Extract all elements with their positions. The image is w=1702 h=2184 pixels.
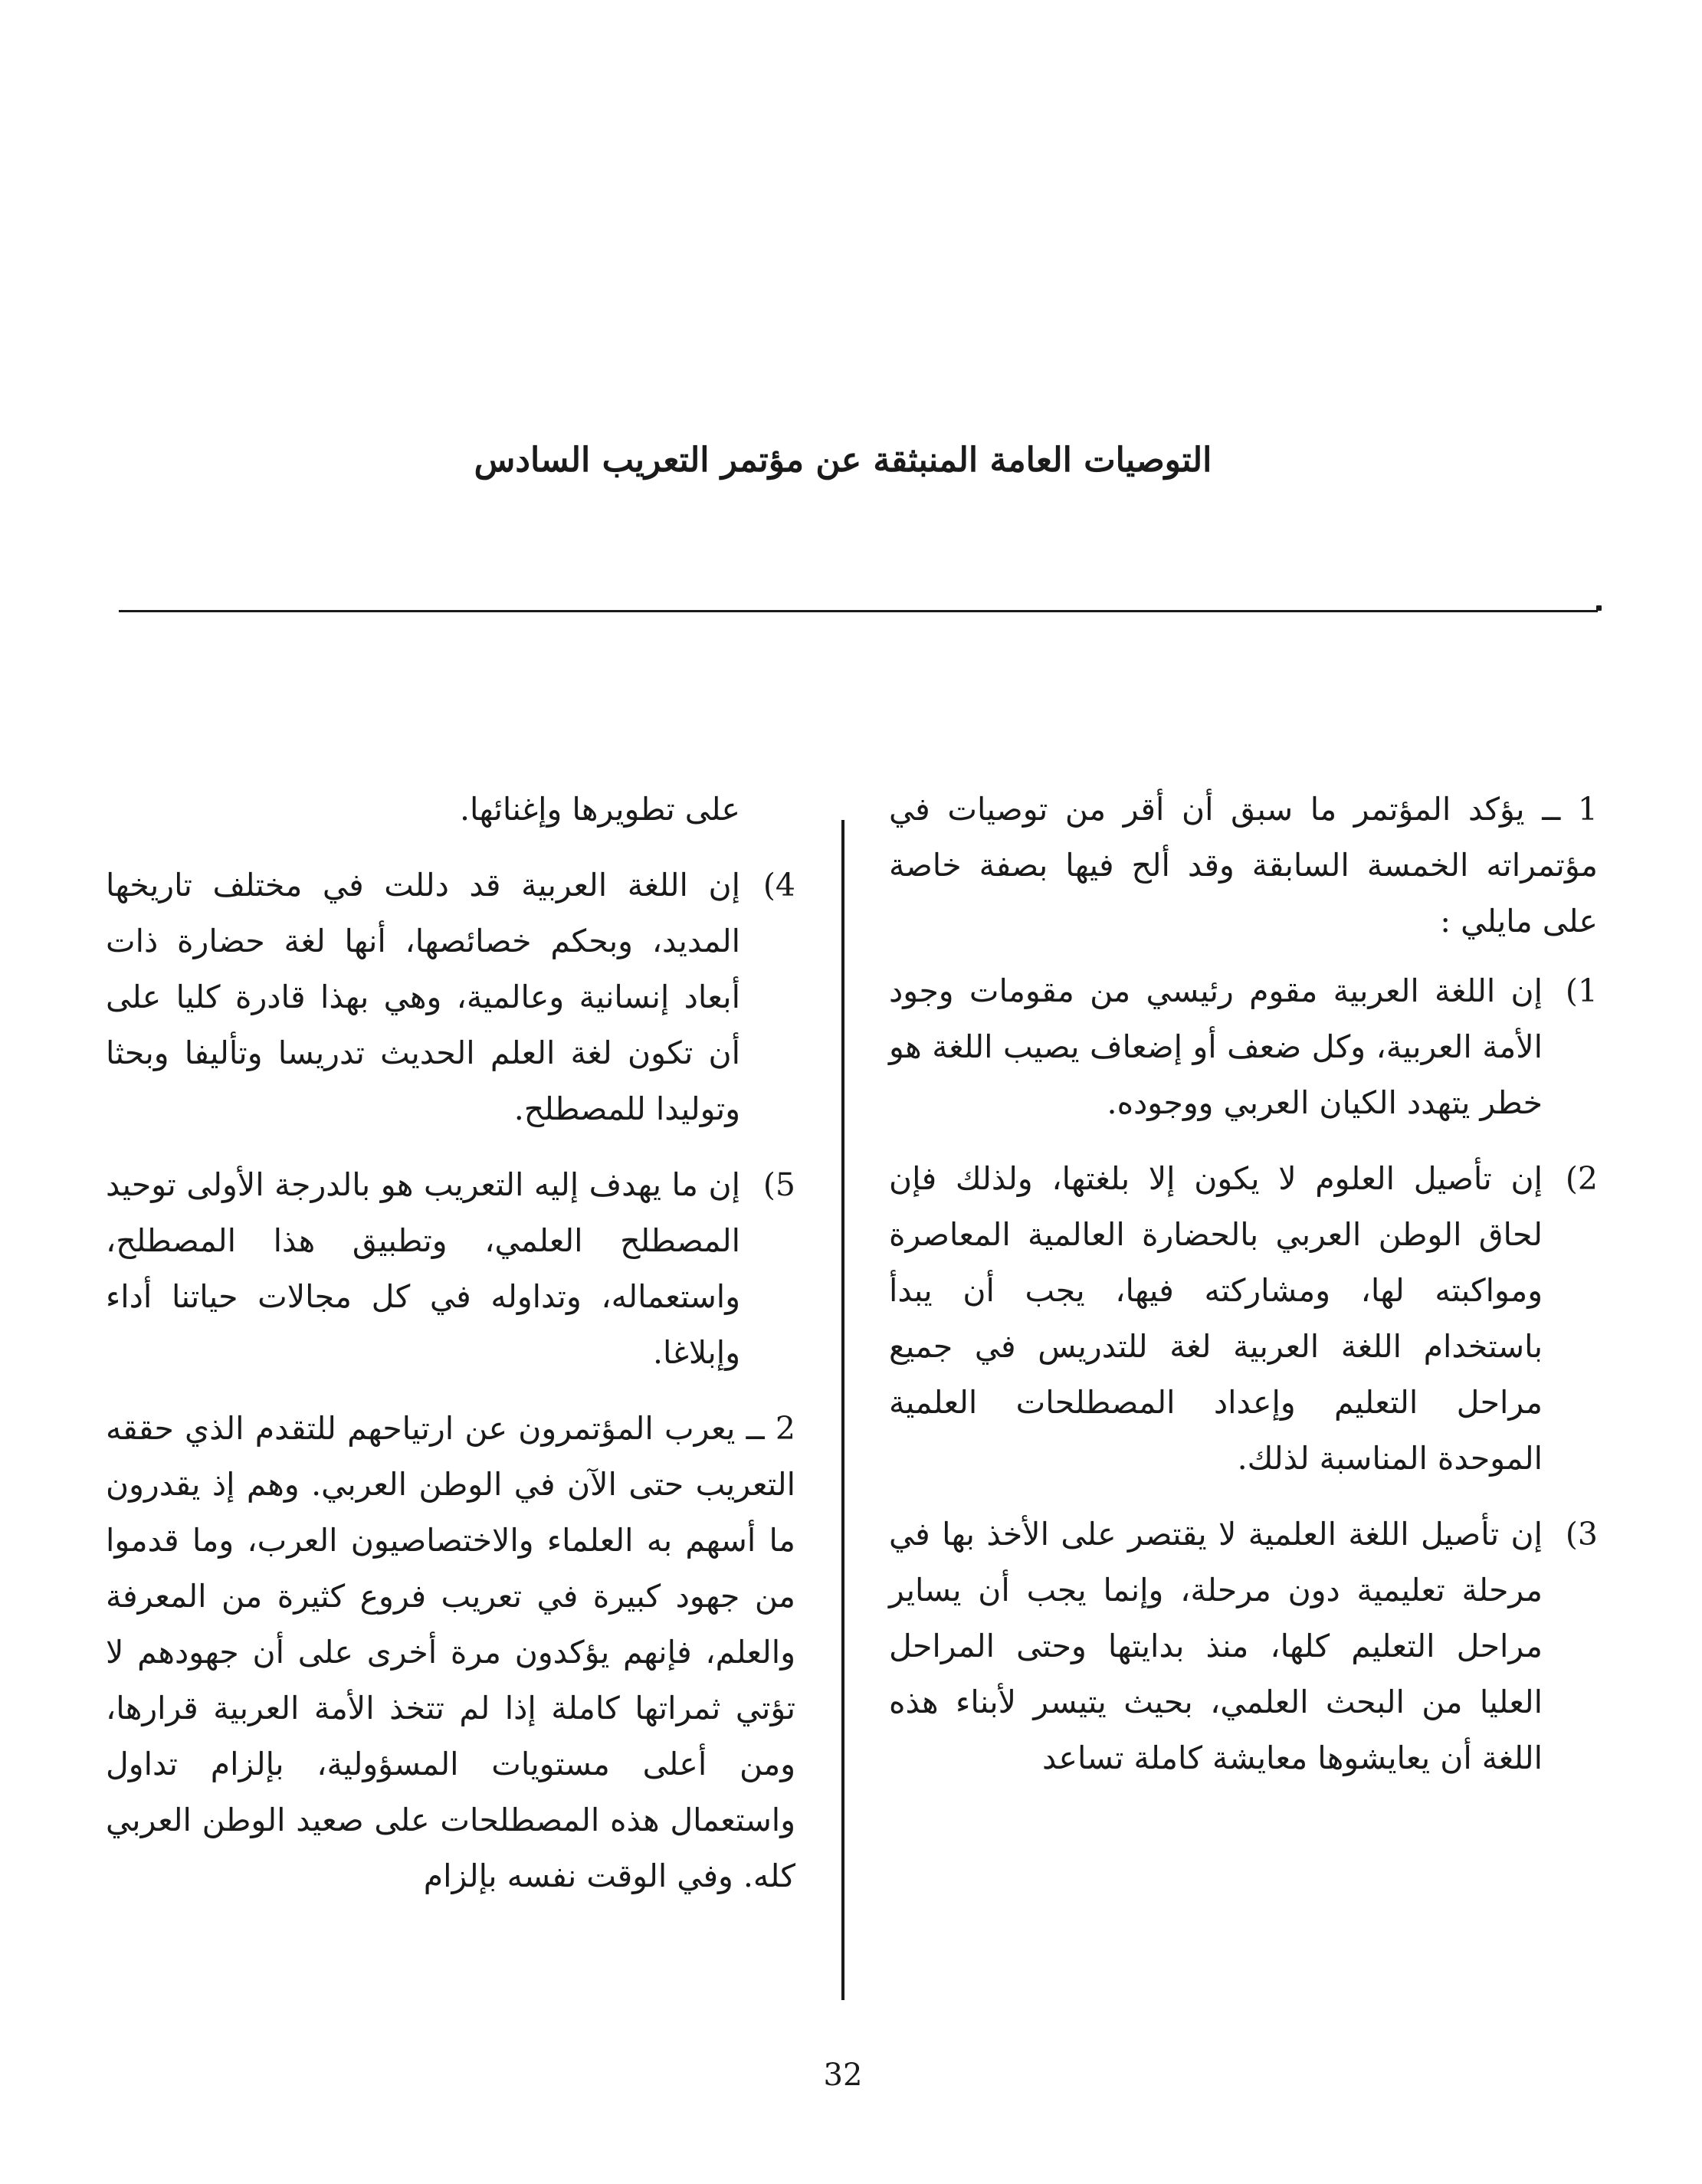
page-number: 32 [823,2058,863,2093]
item-text: إن ما يهدف إليه التعريب هو بالدرجة الأولى توحيد المصطلح العلمي، وتطبيق هذا المصطلح، واستعماله، وتداوله في كل مجالات حياتنا أداء وإبلاغا. [106,1166,740,1371]
item-number: 3) [1565,1516,1598,1553]
item-number: 5) [762,1166,795,1203]
list-item-5 [106,1157,795,1381]
list-item-3 [889,1507,1598,1786]
page-title: التوصيات العامة المنبثقة عن مؤتمر التعريب السادس [474,441,1212,480]
header-rule [119,610,1598,612]
list-item-2 [889,1151,1598,1487]
list-item-4 [106,858,795,1137]
section-1-intro: 1 ــ يؤكد المؤتمر ما سبق أن أقر من توصيات في مؤتمراته الخمسة السابقة وقد ألح فيها بصفة خاصة على مايلي : [889,791,1598,940]
item-number-spacer [740,782,795,838]
list-item-1 [889,963,1598,1131]
item-text: إن اللغة العربية مقوم رئيسي من مقومات وجود الأمة العربية، وكل ضعف أو إضعاف يصيب اللغة هو خطر يتهدد الكيان العربي ووجوده. [889,972,1543,1121]
list-item-3-continuation [106,782,795,838]
section-2-paragraph: 2 ــ يعرب المؤتمرون عن ارتياحهم للتقدم الذي حققه التعريب حتى الآن في الوطن العربي. وهم إذ يقدرون ما أسهم به العلماء والاختصاصيون العرب، وما قدموا من جهود كبيرة في تعريب فروع كثيرة من المعرفة والعلم، فإنهم يؤكدون مرة أخرى على أن جهودهم لا تؤتي ثمراتها كاملة إذا لم تتخذ الأمة العربية قرارها، ومن أعلى مستويات المسؤولية، بإلزام تداول واستعمال هذه المصطلحات على صعيد الوطن العربي كله. وفي الوقت نفسه بإلزام [106,1410,795,1894]
item-text: على تطويرها وإغنائها. [460,791,740,828]
item-text: إن اللغة العربية قد دللت في مختلف تاريخها المديد، وبحكم خصائصها، أنها لغة حضارة ذات أبعاد إنسانية وعالمية، وهي بهذا قادرة كليا على أن تكون لغة العلم الحديث تدريسا وتأليفا وبحثا وتوليدا للمصطلح. [106,867,740,1127]
left-column [106,782,795,1918]
item-number: 1) [1565,972,1598,1009]
item-number: 4) [762,867,795,903]
item-number: 2) [1565,1160,1598,1197]
right-column [889,782,1598,1806]
column-divider [841,820,844,2000]
item-text: إن تأصيل اللغة العلمية لا يقتصر على الأخذ بها في مرحلة تعليمية دون مرحلة، وإنما يجب أن يساير مراحل التعليم كلها، منذ بدايتها وحتى المراحل العليا من البحث العلمي، بحيث يتيسر لأبناء هذه اللغة أن يعايشوها معايشة كاملة تساعد [889,1516,1543,1776]
header-rule-end-mark [1596,605,1602,611]
item-text: إن تأصيل العلوم لا يكون إلا بلغتها، ولذلك فإن لحاق الوطن العربي بالحضارة العالمية المعاصرة ومواكبته لها، ومشاركته فيها، يجب أن يبدأ باستخدام اللغة العربية لغة للتدريس في جميع مراحل التعليم وإعداد المصطلحات العلمية الموحدة المناسبة لذلك. [889,1160,1543,1477]
